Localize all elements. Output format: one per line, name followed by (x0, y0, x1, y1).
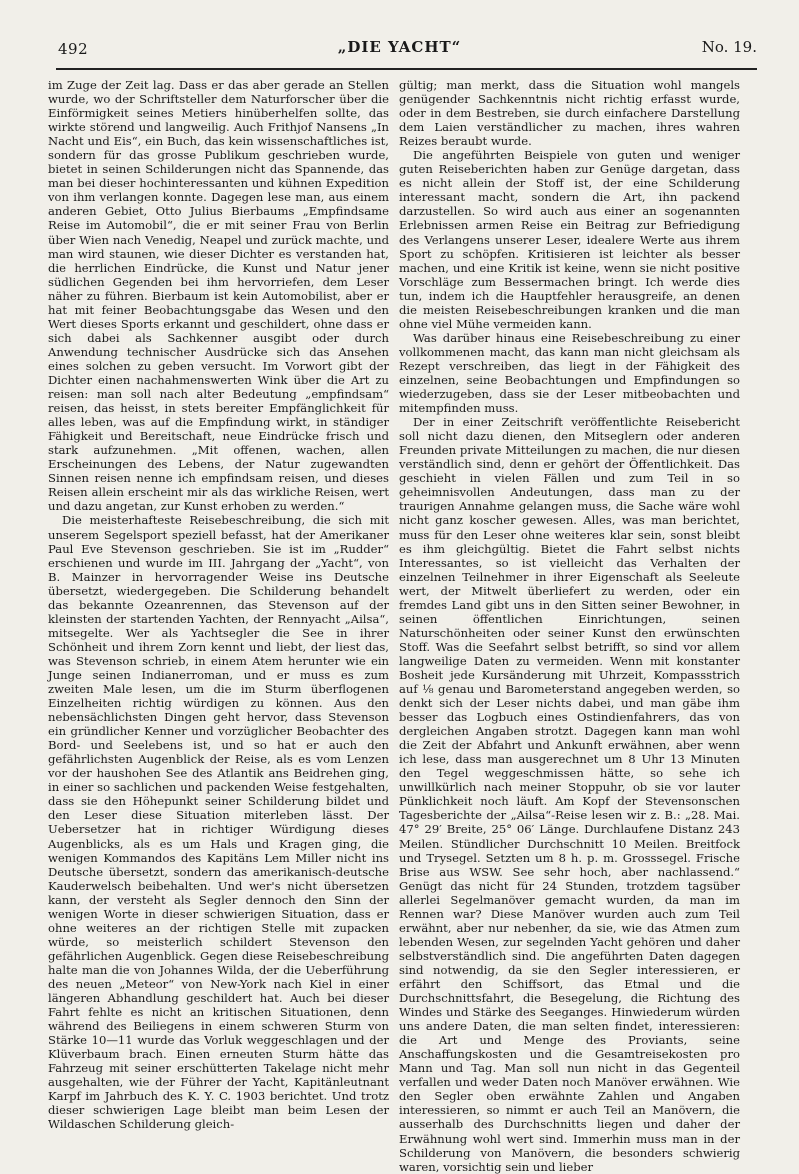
page-number: 492 (58, 40, 89, 58)
right-column (399, 78, 740, 1174)
issue-number: No. 19. (701, 38, 757, 56)
running-title: „DIE YACHT“ (337, 38, 462, 56)
left-column (48, 78, 389, 1132)
right-paragraph-3: Was darüber hinaus eine Reisebeschreibung zu einer vollkommenen macht, das kann man nicht gleichsam als Rezept verschreiben, das liegt in der Fähigkeit des einzelnen, seine Beobachtungen und Empfindungen so wiederzugeben, dass sie der Leser mitbeobachten und mitempfinden muss. (399, 330, 740, 416)
right-paragraph-2: Die angeführten Beispiele von guten und weniger guten Reiseberichten haben zur Genüge dargetan, dass es nicht allein der Stoff ist, der eine Schilderung interessant macht, sondern die Art, ihn packend darzustellen. So wird auch aus einer an sogenannten Erlebnissen armen Reise ein Beitrag zur Befriedigung des Verlangens unserer Leser, idealere Werte aus ihrem Sport zu schöpfen. Kritisieren ist leichter als besser machen, und eine Kritik ist keine, wenn sie nicht positive Vorschläge zum Bessermachen bringt. Ich werde dies tun, indem ich die Hauptfehler herausgreife, an denen die meisten Reisebeschreibungen kranken und die man ohne viel Mühe vermeiden kann. (399, 148, 740, 331)
header-rule (56, 68, 757, 70)
left-paragraph-1: im Zuge der Zeit lag. Dass er das aber gerade an Stellen wurde, wo der Schriftsteller dem Naturforscher über die Einförmigkeit seines Metiers hinüberhelfen sollte, das wirkte störend und langweilig. Auch Frithjof Nansens „In Nacht und Eis“, ein Buch, das kein wissenschaftliches ist, sondern für das grosse Publikum geschrieben wurde, bietet in seinen Schilderungen nicht das Spannende, das man bei dieser hochinteressanten und kühnen Expedition von ihm verlangen konnte. Dagegen lese man, aus einem anderen Gebiet, Otto Julius Bierbaums „Empfindsame Reise im Automobil“, die er mit seiner Frau von Berlin über Wien nach Venedig, Neapel und zurück machte, und man wird staunen, wie dieser Dichter es verstanden hat, die herrlichen Eindrücke, die Kunst und Natur jener südlichen Gegenden bei ihm hervorriefen, dem Leser näher zu führen. Bierbaum ist kein Automobilist, aber er hat mit feiner Beobachtungsgabe das Wesen und den Wert dieses Sports erkannt und geschildert, ohne dass er sich dabei als Sachkenner ausgibt oder durch Anwendung technischer Ausdrücke sich das Ansehen eines solchen zu geben versucht. Im Vorwort gibt der Dichter einen nachahmenswerten Wink über die Art zu reisen: man soll nach alter Bedeutung „empfindsam“ reisen, das heisst, in stets bereiter Empfänglichkeit für alles leben, was auf die Empfindung wirkt, in ständiger Fähigkeit und Bereitschaft, neue Eindrücke frisch und stark aufzunehmen. „Mit offenen, wachen, allen Erscheinungen des Lebens, der Natur zugewandten Sinnen reisen nenne ich empfindsam reisen, und dieses Reisen allein erscheint mir als das wirkliche Reisen, wert und dazu angetan, zur Kunst erhoben zu werden.“ (48, 78, 389, 514)
left-paragraph-2: Die meisterhafteste Reisebeschreibung, die sich mit unserem Segelsport speziell befasst, hat der Amerikaner Paul Eve Stevenson geschrieben. Sie ist im „Rudder“ erschienen und wurde im III. Jahrgang der „Yacht“, von B. Mainzer in hervorragender Weise ins Deutsche übersetzt, wiedergegeben. Die Schilderung behandelt das bekannte Ozeanrennen, das Stevenson auf der kleinsten der startenden Yachten, der Rennyacht „Ailsa“, mitsegelte. Wer als Yachtsegler die See in ihrer Schönheit und ihrem Zorn kennt und liebt, der liest das, was Stevenson schrieb, in einem Atem herunter wie ein Junge seinen Indianerroman, und er muss es zum zweiten Male lesen, um die im Sturm überflogenen Einzelheiten richtig würdigen zu können. Aus den nebensächlichsten Dingen geht hervor, dass Stevenson ein gründlicher Kenner und vorzüglicher Beobachter des Bord- und Seelebens ist, und so hat er auch den gefährlichsten Augenblick der Reise, als es vom Lenzen vor der haushohen See des Atlantik ans Beidrehen ging, in einer so sachlichen und packenden Weise festgehalten, dass sie den Höhepunkt seiner Schilderung bildet und den Leser diese Situation miterleben lässt. Der Uebersetzer hat in richtiger Würdigung dieses Augenblicks, als es um Hals und Kragen ging, die wenigen Kommandos des Kapitäns Lem Miller nicht ins Deutsche übersetzt, sondern das amerikanisch-deutsche Kauderwelsch beibehalten. Und wer's nicht übersetzen kann, der versteht als Segler dennoch den Sinn der wenigen Worte in dieser schwierigen Situation, dass er ohne weiteres an der richtigen Stelle mit zupacken würde, so meisterlich schildert Stevenson den gefährlichen Augenblick. Gegen diese Reisebeschreibung halte man die von Johannes Wilda, der die Ueberführung des neuen „Meteor“ von New-York nach Kiel in einer längeren Abhandlung geschildert hat. Auch bei dieser Fahrt fehlte es nicht an kritischen Situationen, denn während des Beiliegens in einem schweren Sturm von Stärke 10—11 wurde das Vorluk weggeschlagen und der Klüverbaum brach. Einen erneuten Sturm hätte das Fahrzeug mit seiner erschütterten Takelage nicht mehr ausgehalten, wie der Führer der Yacht, Kapitänleutnant Karpf im Jahrbuch des K. Y. C. 1903 berichtet. Und trotz dieser schwierigen Lage bleibt man beim Lesen der Wildaschen Schilderung gleich- (48, 513, 389, 1132)
right-paragraph-1: gültig; man merkt, dass die Situation wohl mangels genügender Sachkenntnis nicht richtig erfasst wurde, oder in dem Bestreben, sie durch einfachere Darstellung dem Laien verständlicher zu machen, ihres wahren Reizes beraubt wurde. (399, 78, 740, 149)
right-paragraph-4: Der in einer Zeitschrift veröffentlichte Reisebericht soll nicht dazu dienen, den Mitseglern oder anderen Freunden private Mitteilungen zu machen, die nur diesen verständlich sind, denn er gehört der Öffentlichkeit. Das geschieht in vielen Fällen und zum Teil in so geheimnisvollen Andeutungen, dass man zu der traurigen Annahme gelangen muss, die Sache wäre wohl nicht ganz koscher gewesen. Alles, was man berichtet, muss für den Leser ohne weiteres klar sein, sonst bleibt es ihm gleichgültig. Bietet die Fahrt selbst nichts Interessantes, so ist vielleicht das Verhalten der einzelnen Teilnehmer in ihrer Eigenschaft als Seeleute wert, der Mitwelt überliefert zu werden, oder ein fremdes Land gibt uns in den Sitten seiner Bewohner, in seinen öffentlichen Einrichtungen, seinen Naturschönheiten oder seiner Kunst den erwünschten Stoff. Was die Seefahrt selbst betrifft, so sind vor allem langweilige Daten zu vermeiden. Wenn mit konstanter Bosheit jede Kursänderung mit Uhrzeit, Kompassstrich auf ⅛ genau und Barometerstand angegeben werden, so denkt sich der Leser nichts dabei, und man gäbe ihm besser das Logbuch eines Ostindienfahrers, das von dergleichen Angaben strotzt. Dagegen kann man wohl die Zeit der Abfahrt und Ankunft erwähnen, aber wenn ich lese, dass man ausgerechnet um 8 Uhr 13 Minuten den Tegel weggeschmissen hätte, so sehe ich unwillkürlich nach meiner Stoppuhr, ob sie vor lauter Pünklichkeit noch läuft. Am Kopf der Stevensonschen Tagesberichte der „Ailsa“-Reise lesen wir z. B.: „28. Mai. 47° 29′ Breite, 25° 06′ Länge. Durchlaufene Distanz 243 Meilen. Stündlicher Durchschnitt 10 Meilen. Breitfock und Trysegel. Setzten um 8 h. p. m. Grosssegel. Frische Brise aus WSW. See sehr hoch, aber nachlassend.“ Genügt das nicht für 24 Stunden, trotzdem tagsüber allerlei Segelmanöver gemacht wurden, da man im Rennen war? Diese Manöver wurden auch zum Teil erwähnt, aber nur nebenher, da sie, wie das Atmen zum lebenden Wesen, zur segelnden Yacht gehören und daher selbstverständlich sind. Die angeführten Daten dagegen sind notwendig, da sie den Segler interessieren, er erfährt den Schiffsort, das Etmal und die Durchschnittsfahrt, die Besegelung, die Richtung des Windes und Stärke des Seeganges. Hinwiederum würden uns andere Daten, die man selten findet, interessieren: die Art und Menge des Proviants, seine Anschaffungskosten und die Gesamtreisekosten pro Mann und Tag. Man soll nun nicht in das Gegenteil verfallen und weder Daten noch Manöver erwähnen. Wie den Segler oben erwähnte Zahlen und Angaben interessieren, so nimmt er auch Teil an Manövern, die ausserhalb des Durchschnitts liegen und daher der Erwähnung wohl wert sind. Immerhin muss man in der Schilderung von Manövern, die besonders schwierig waren, vorsichtig sein und lieber (399, 415, 740, 1174)
